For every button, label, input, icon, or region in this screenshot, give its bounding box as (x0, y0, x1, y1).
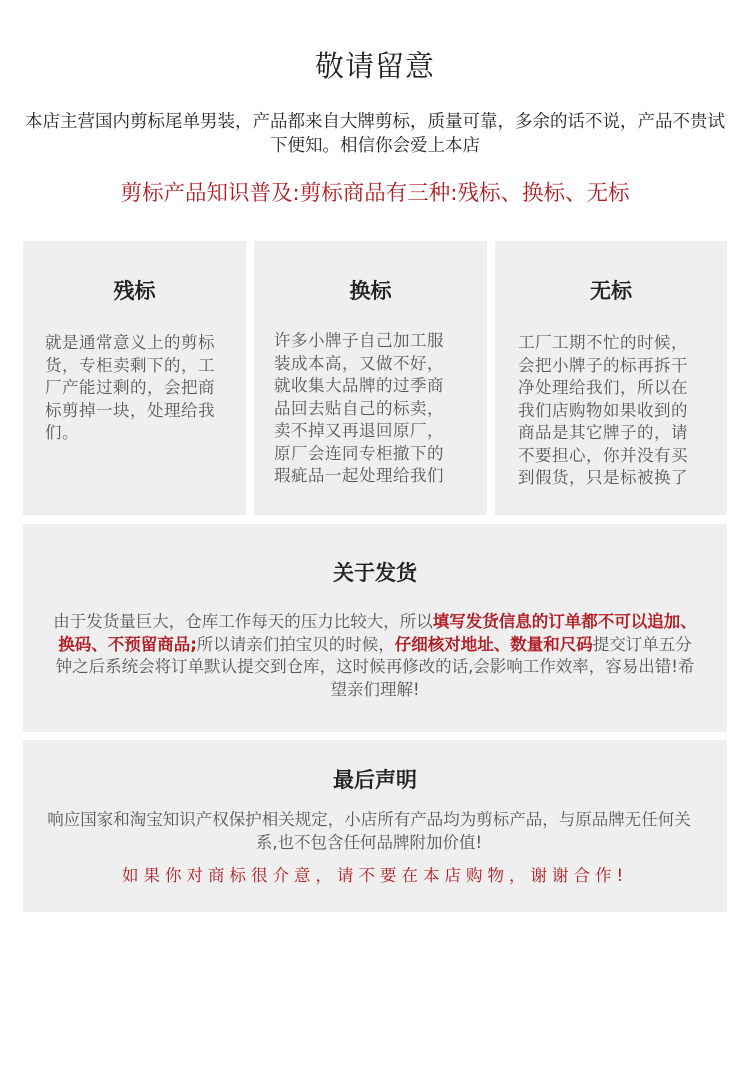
shipping-title: 关于发货 (333, 561, 417, 585)
card-body: 许多小牌子自己加工服装成本高，又做不好，就收集大品牌的过季商品回去贴自己的标卖，卖不掉又再退回原厂，原厂会连同专柜撤下的瑕疵品一起处理给我们 (274, 331, 444, 485)
shipping-highlight-1: 填写发货信息的订单都不可以追加、换码、不预留商品; (58, 612, 697, 654)
card-title: 换标 (349, 279, 392, 303)
shipping-text-1: 由于发货量巨大，仓库工作每天的压力比较大，所以 (53, 612, 433, 631)
shipping-text-3: 提交订单五分钟之后系统会将订单默认提交到仓库，这时候再修改的话,会影响工作效率，容易出错!希望亲们理解! (55, 634, 695, 699)
card-body: 工厂工期不忙的时候，会把小牌子的标再拆干净处理给我们，所以在我们店购物如果收到的商品是其它牌子的，请不要担心，你并没有买到假货，只是标被换了 (518, 333, 688, 487)
intro-text: 本店主营国内剪标尾单男装，产品都来自大牌剪标，质量可靠，多余的话不说，产品不贵试下便知。相信你会爱上本店 (25, 112, 725, 156)
disclaimer-section (23, 740, 727, 912)
shipping-body (53, 611, 697, 701)
shipping-highlight-2: 仔细核对地址、数量和尺码 (394, 634, 593, 654)
shipping-section (23, 524, 727, 732)
card-body: 就是通常意义上的剪标货，专柜卖剩下的，工厂产能过剩的，会把商标剪掉一块，处理给我们。 (45, 333, 215, 442)
card-title: 无标 (590, 279, 632, 303)
disclaimer-warning: 如果你对商标很介意，请不要在本店购物，谢谢合作! (121, 866, 629, 885)
knowledge-headline: 剪标产品知识普及:剪标商品有三种:残标、换标、无标 (120, 181, 630, 206)
page-title: 敬请留意 (314, 49, 435, 83)
disclaimer-title: 最后声明 (333, 768, 417, 792)
disclaimer-body: 响应国家和淘宝知识产权保护相关规定，小店所有产品均为剪标产品，与原品牌无任何关系,也不包含任何品牌附加价值! (47, 810, 691, 852)
card-residual-label (23, 241, 246, 515)
card-title: 残标 (113, 279, 156, 303)
card-replaced-label (254, 241, 487, 515)
shipping-text-2: 所以请亲们拍宝贝的时候， (196, 634, 395, 654)
card-no-label (495, 241, 727, 515)
